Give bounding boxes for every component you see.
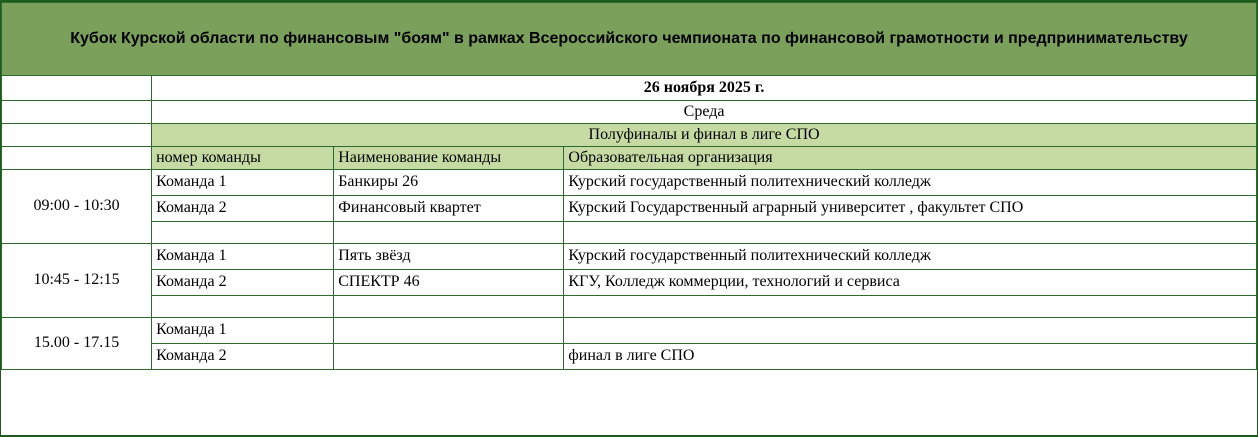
stage-row [2,124,1257,147]
cell-team-number: Команда 1 [152,244,334,270]
header-team-name: Наименование команды [334,147,564,170]
cell-team-name: Пять звёзд [334,244,564,270]
table-row [2,270,1257,296]
table-row [2,222,1257,244]
column-header-row [2,147,1257,170]
event-weekday: Среда [152,101,1257,124]
cell-team-number [152,222,334,244]
time-slot: 15.00 - 17.15 [2,318,152,370]
table-row [2,344,1257,370]
cell-team-number: Команда 2 [152,196,334,222]
schedule-table [1,2,1257,370]
table-row [2,296,1257,318]
table-row [2,170,1257,196]
cell-team-name [334,318,564,344]
table-row [2,318,1257,344]
cell-team-name: Банкиры 26 [334,170,564,196]
cell-team-number: Команда 1 [152,318,334,344]
cell-team-number [152,296,334,318]
cell-team-name: СПЕКТР 46 [334,270,564,296]
cell-organization: Курский государственный политехнический колледж [564,170,1257,196]
event-date: 26 ноября 2025 г. [152,76,1257,101]
cell-organization [564,318,1257,344]
cell-organization: КГУ, Колледж коммерции, технологий и сервиса [564,270,1257,296]
cell-team-name [334,344,564,370]
event-stage: Полуфиналы и финал в лиге СПО [152,124,1257,147]
empty-corner-cell [2,76,152,101]
title-row [2,3,1257,76]
cell-organization: Курский Государственный аграрный университет , факультет СПО [564,196,1257,222]
cell-organization: Курский государственный политехнический колледж [564,244,1257,270]
cell-team-number: Команда 2 [152,270,334,296]
header-team-number: номер команды [152,147,334,170]
time-slot: 10:45 - 12:15 [2,244,152,318]
cell-organization [564,296,1257,318]
cell-team-number: Команда 1 [152,170,334,196]
cell-team-name [334,296,564,318]
table-row [2,244,1257,270]
cell-team-name [334,222,564,244]
header-organization: Образовательная организация [564,147,1257,170]
page-title: Кубок Курской области по финансовым "боям" в рамках Всероссийского чемпионата по финансовой грамотности и предпринимательству [2,3,1257,76]
date-row [2,76,1257,101]
cell-organization [564,222,1257,244]
weekday-row [2,101,1257,124]
empty-corner-cell-2 [2,101,152,124]
empty-corner-cell-3 [2,124,152,147]
cell-team-number: Команда 2 [152,344,334,370]
header-time [2,147,152,170]
cell-organization: финал в лиге СПО [564,344,1257,370]
time-slot: 09:00 - 10:30 [2,170,152,244]
cell-team-name: Финансовый квартет [334,196,564,222]
table-row [2,196,1257,222]
